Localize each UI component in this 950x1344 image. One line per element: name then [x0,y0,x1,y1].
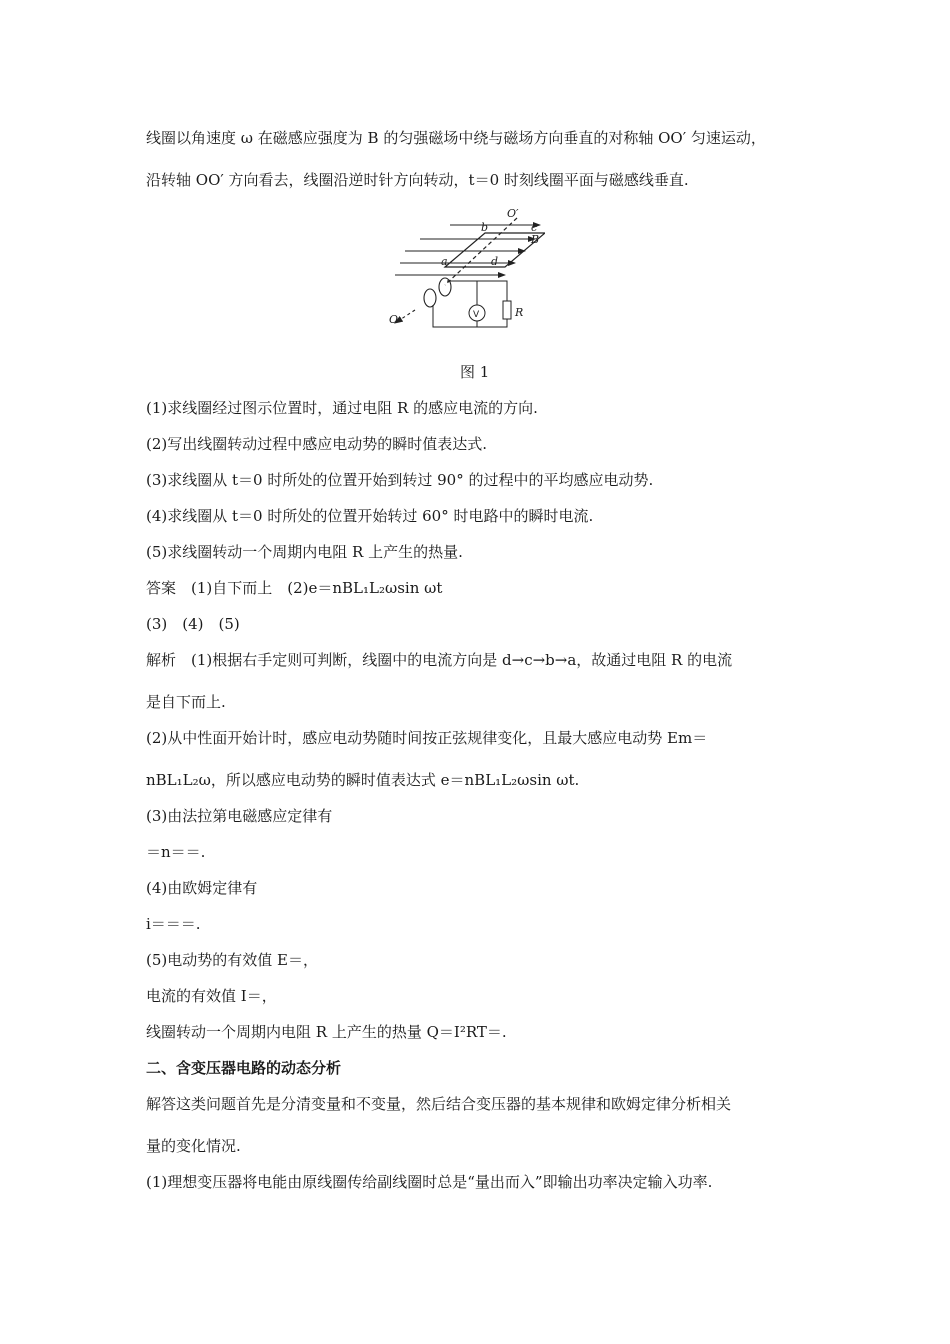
label-R: R [515,306,524,319]
figure-caption: 图 1 [460,363,490,381]
label-O-prime: O′ [507,207,519,220]
analysis-line-5: (3)由法拉第电磁感应定律有 [146,807,333,825]
analysis-line-7: (4)由欧姆定律有 [146,879,258,897]
question-3: (3)求线圈从 t＝0 时所处的位置开始到转过 90° 的过程中的平均感应电动势. [146,471,654,489]
analysis-line-3: (2)从中性面开始计时，感应电动势随时间按正弦规律变化，且最大感应电动势 Em＝ [146,729,708,747]
question-4: (4)求线圈从 t＝0 时所处的位置开始转过 60° 时电路中的瞬时电流. [146,507,594,525]
label-O: O [389,313,399,326]
analysis-line-2: 是自下而上. [146,693,226,711]
slip-rings [395,278,451,323]
label-B: B [531,233,540,246]
analysis-line-8: i＝＝＝. [146,915,201,933]
analysis-line-4: nBL₁L₂ω，所以感应电动势的瞬时值表达式 e＝nBL₁L₂ωsin ωt. [146,771,580,789]
label-b: b [481,221,489,234]
voltmeter-label: V [473,310,480,320]
analysis-line-10: 电流的有效值 I＝， [146,987,277,1005]
label-c: c [531,221,538,234]
analysis-line-9: (5)电动势的有效值 E＝， [146,951,318,969]
section-heading: 二、含变压器电路的动态分析 [146,1059,342,1077]
section-paragraph-1: 解答这类问题首先是分清变量和不变量，然后结合变压器的基本规律和欧姆定律分析相关 [146,1095,732,1113]
answer-line-2: (3) (4) (5) [146,615,240,633]
intro-line-2: 沿转轴 OO′ 方向看去，线圈沿逆时针方向转动，t＝0 时刻线圈平面与磁感线垂直. [146,171,689,189]
section-paragraph-3: (1)理想变压器将电能由原线圈传给副线圈时总是“量出而入”即输出功率决定输入功率. [146,1173,713,1191]
intro-line-1: 线圈以角速度 ω 在磁感应强度为 B 的匀强磁场中绕与磁场方向垂直的对称轴 OO′ 匀速运动， [146,129,766,147]
section-paragraph-2: 量的变化情况. [146,1137,241,1155]
question-5: (5)求线圈转动一个周期内电阻 R 上产生的热量. [146,543,463,561]
answer-line-1: 答案 (1)自下而上 (2)e＝nBL₁L₂ωsin ωt [146,579,443,597]
label-d: d [491,255,499,268]
analysis-line-11: 线圈转动一个周期内电阻 R 上产生的热量 Q＝I²RT＝. [146,1023,507,1041]
analysis-line-1: 解析 (1)根据右手定则可判断，线圈中的电流方向是 d→c→b→a，故通过电阻 R 的电流 [146,651,733,669]
question-2: (2)写出线圈转动过程中感应电动势的瞬时值表达式. [146,435,488,453]
coil-in-magnetic-field-diagram [385,205,545,333]
question-1: (1)求线圈经过图示位置时，通过电阻 R 的感应电流的方向. [146,399,538,417]
analysis-line-6: ＝n＝＝. [146,843,206,861]
external-circuit [433,281,511,327]
label-a: a [441,255,448,268]
